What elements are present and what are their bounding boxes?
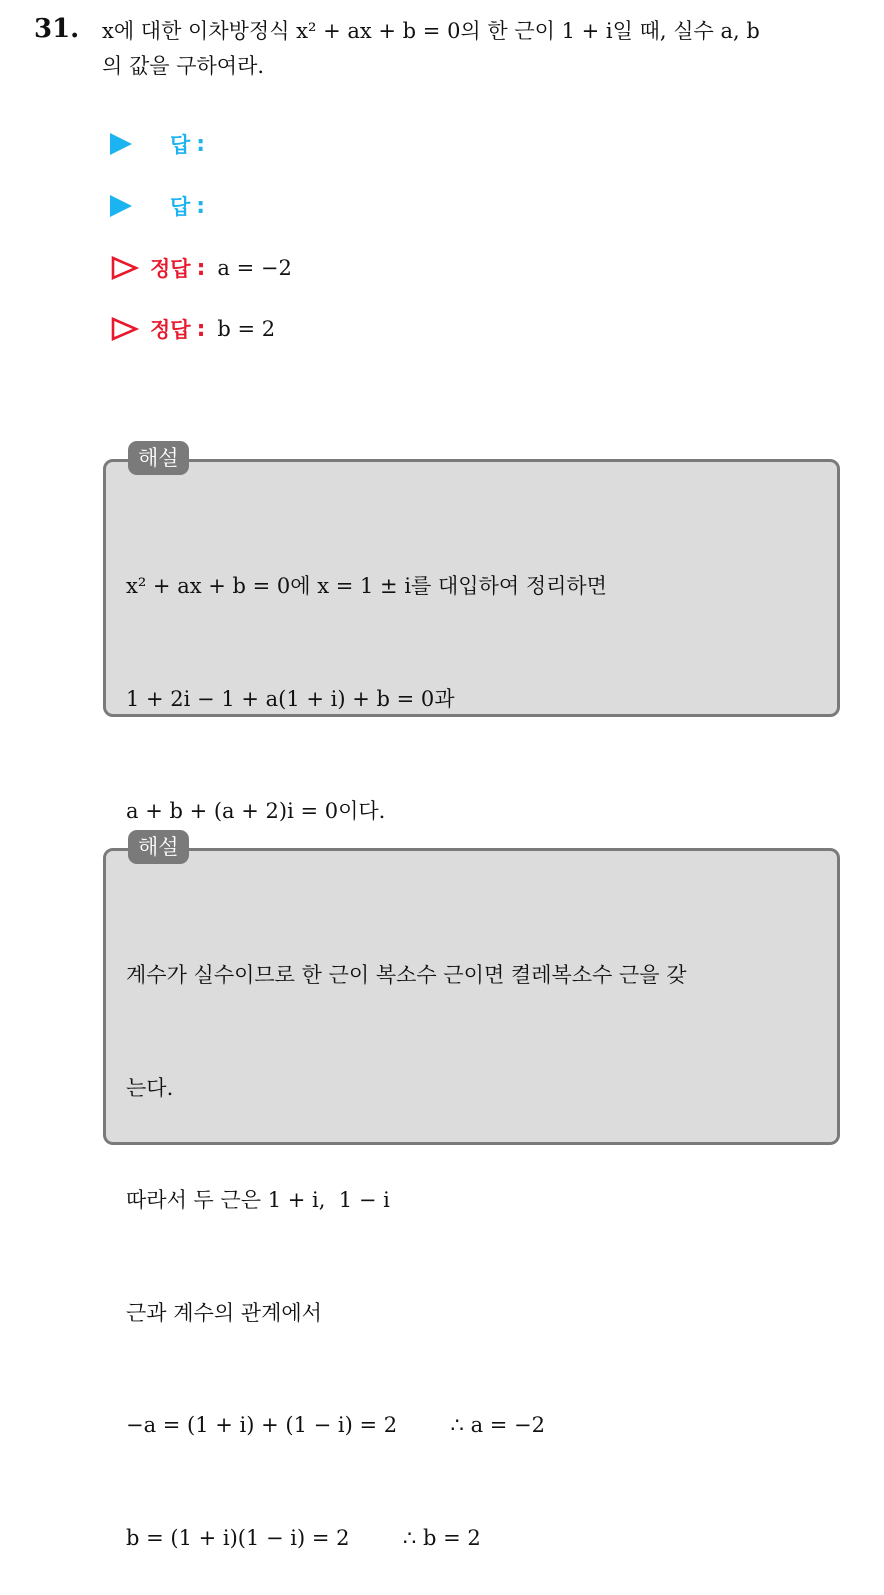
answer-label: 답 bbox=[170, 195, 191, 219]
correct-answer-row-1 bbox=[110, 251, 292, 285]
explanation-2-line: 근과 계수의 관계에서 bbox=[126, 1300, 322, 1325]
outline-triangle-arrow-icon bbox=[110, 316, 140, 342]
explanation-2-line: −a = (1 + i) + (1 − i) = 2 ∴ a = −2 bbox=[126, 1413, 545, 1437]
triangle-arrow-icon bbox=[110, 195, 132, 217]
answer-blank-row-1 bbox=[110, 127, 205, 161]
question-number: 31. bbox=[34, 14, 80, 44]
correct-answer-label: 정답 bbox=[150, 257, 191, 281]
correct-answer-row-2 bbox=[110, 312, 275, 346]
question-line-2: 의 값을 구하여라. bbox=[102, 54, 265, 78]
answer-colon: : bbox=[196, 193, 206, 219]
question-line-1: x에 대한 이차방정식 x² + ax + b = 0의 한 근이 1 + i일 때, 실수 a, b bbox=[102, 19, 760, 43]
explanation-2-line: b = (1 + i)(1 − i) = 2 ∴ b = 2 bbox=[126, 1525, 481, 1550]
explanation-tag-1: 해설 bbox=[128, 441, 189, 475]
explanation-1-line: x² + ax + b = 0에 x = 1 ± i를 대입하여 정리하면 bbox=[126, 574, 607, 598]
outline-triangle-arrow-icon bbox=[110, 255, 140, 281]
correct-answer-colon: : bbox=[196, 316, 206, 342]
answer-blank-row-2 bbox=[110, 189, 205, 223]
question-text bbox=[102, 14, 862, 84]
correct-answer-value-2: b = 2 bbox=[217, 317, 276, 341]
explanation-2-line: 는다. bbox=[126, 1075, 174, 1100]
explanation-1-line: 1 + 2i − 1 + a(1 + i) + b = 0과 bbox=[126, 686, 455, 711]
explanation-1-line: a + b + (a + 2)i = 0이다. bbox=[126, 799, 386, 823]
correct-answer-label: 정답 bbox=[150, 318, 191, 342]
triangle-arrow-icon bbox=[110, 133, 132, 155]
explanation-2-line: 따라서 두 근은 1 + i, 1 − i bbox=[126, 1188, 390, 1212]
correct-answer-value-1: a = −2 bbox=[217, 256, 292, 280]
correct-answer-colon: : bbox=[196, 255, 206, 281]
answer-colon: : bbox=[196, 131, 206, 157]
answer-label: 답 bbox=[170, 133, 191, 157]
explanation-2-line: 계수가 실수이므로 한 근이 복소수 근이면 켤레복소수 근을 갖 bbox=[126, 963, 687, 987]
explanation-2-text bbox=[126, 882, 687, 1595]
explanation-tag-2: 해설 bbox=[128, 830, 189, 864]
